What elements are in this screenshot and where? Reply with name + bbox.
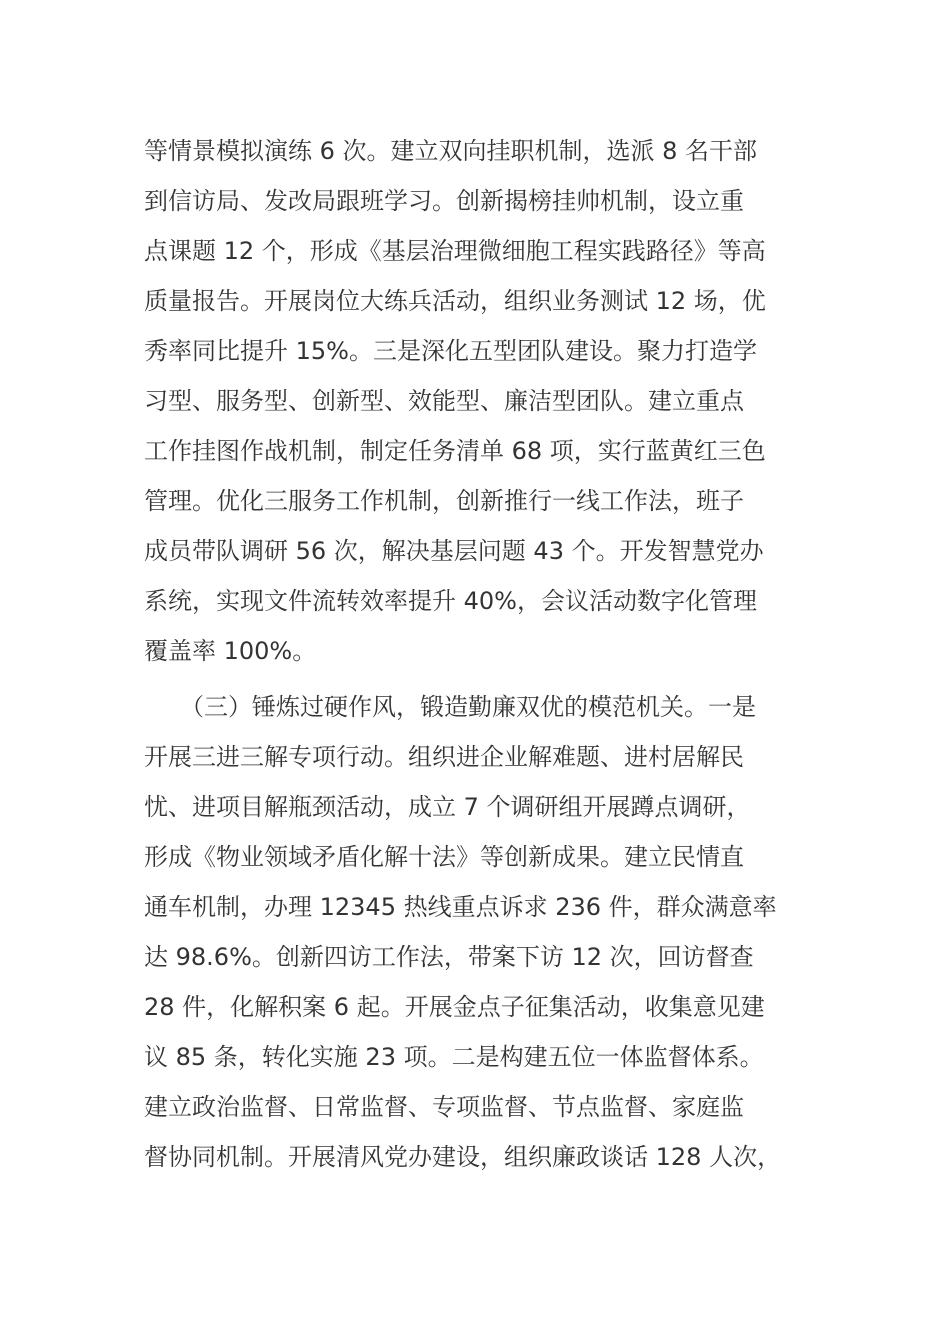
text-line: 质量报告。开展岗位大练兵活动，组织业务测试 12 场，优 xyxy=(144,287,766,315)
text-line: 点课题 12 个，形成《基层治理微细胞工程实践路径》等高 xyxy=(144,237,766,265)
paragraph-1 xyxy=(144,126,824,676)
text-line: 28 件，化解积案 6 起。开展金点子征集活动，收集意见建 xyxy=(144,993,765,1021)
paragraph-2 xyxy=(144,682,824,1182)
text-line: 成员带队调研 56 次，解决基层问题 43 个。开发智慧党办 xyxy=(144,537,764,565)
text-line: 习型、服务型、创新型、效能型、廉洁型团队。建立重点 xyxy=(144,387,744,415)
text-line: 督协同机制。开展清风党办建设，组织廉政谈话 128 人次， xyxy=(144,1143,782,1171)
text-line: 建立政治监督、日常监督、专项监督、节点监督、家庭监 xyxy=(144,1093,744,1121)
text-line: 达 98.6%。创新四访工作法，带案下访 12 次，回访督查 xyxy=(144,943,754,971)
text-line: 议 85 条，转化实施 23 项。二是构建五位一体监督体系。 xyxy=(144,1043,764,1071)
text-line: 忧、进项目解瓶颈活动，成立 7 个调研组开展蹲点调研， xyxy=(144,793,751,821)
text-line: 开展三进三解专项行动。组织进企业解难题、进村居解民 xyxy=(144,743,744,771)
text-line: 管理。优化三服务工作机制，创新推行一线工作法，班子 xyxy=(144,487,744,515)
text-line: 系统，实现文件流转效率提升 40%，会议活动数字化管理 xyxy=(144,587,757,615)
text-line: 工作挂图作战机制，制定任务清单 68 项，实行蓝黄红三色 xyxy=(144,437,766,465)
text-line: 秀率同比提升 15%。三是深化五型团队建设。聚力打造学 xyxy=(144,337,757,365)
text-line: 覆盖率 100%。 xyxy=(144,637,317,665)
text-line: 通车机制，办理 12345 热线重点诉求 236 件，群众满意率 xyxy=(144,893,777,921)
text-line: 到信访局、发改局跟班学习。创新揭榜挂帅机制，设立重 xyxy=(144,187,744,215)
text-line: （三）锤炼过硬作风，锻造勤廉双优的模范机关。一是 xyxy=(144,693,756,721)
text-line: 等情景模拟演练 6 次。建立双向挂职机制，选派 8 名干部 xyxy=(144,137,758,165)
text-line: 形成《物业领域矛盾化解十法》等创新成果。建立民情直 xyxy=(144,843,744,871)
